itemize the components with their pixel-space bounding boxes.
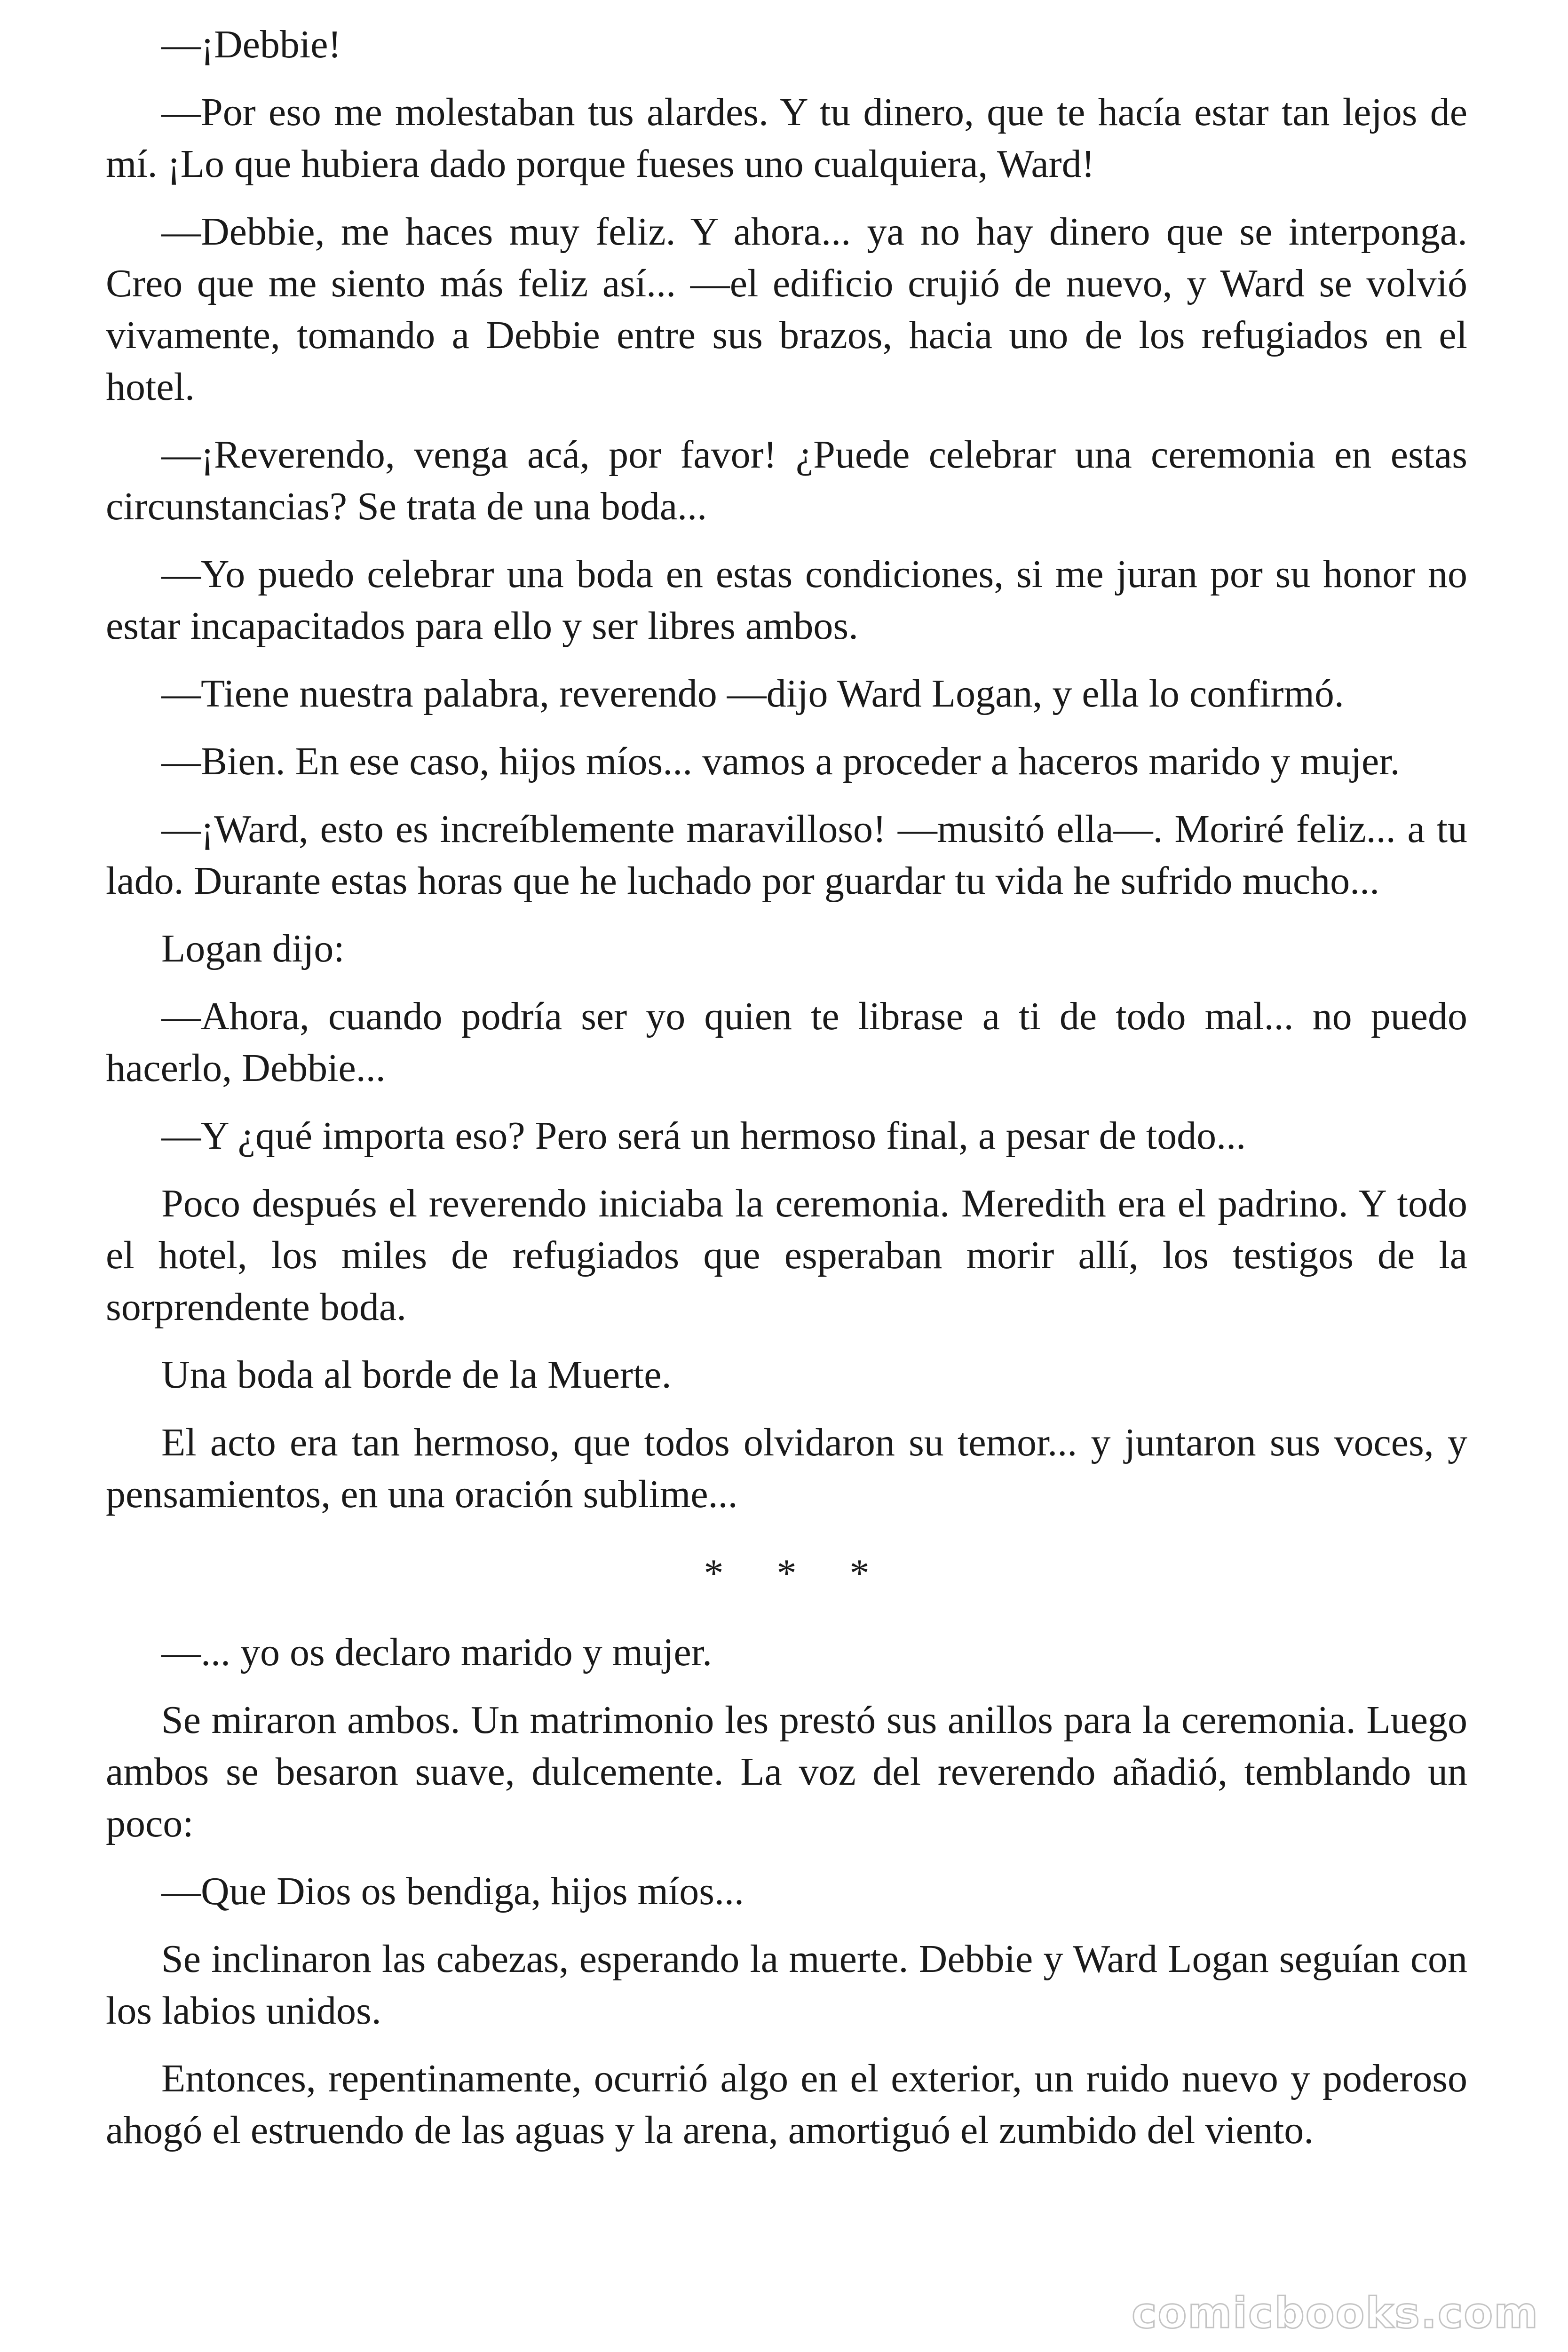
paragraph: —Y ¿qué importa eso? Pero será un hermoso final, a pesar de todo... (161, 1114, 1246, 1158)
paragraph: Se inclinaron las cabezas, esperando la muerte. Debbie y Ward Logan seguían con los labios unidos. (106, 1937, 1467, 2033)
site-watermark: comicbooks.com (1132, 2288, 1539, 2338)
page-text-body (106, 19, 1467, 2172)
paragraph: —Ahora, cuando podría ser yo quien te librase a ti de todo mal... no puedo hacerlo, Debbie... (106, 994, 1467, 1090)
paragraph: Entonces, repentinamente, ocurrió algo en el exterior, un ruido nuevo y poderoso ahogó el estruendo de las aguas y la arena, amortiguó el zumbido del viento. (106, 2057, 1467, 2152)
paragraph: —Yo puedo celebrar una boda en estas condiciones, si me juran por su honor no estar incapacitados para ello y ser libres ambos. (106, 552, 1467, 648)
paragraph: —... yo os declaro marido y mujer. (161, 1630, 713, 1674)
paragraph: Poco después el reverendo iniciaba la ceremonia. Meredith era el padrino. Y todo el hotel, los miles de refugiados que esperaban morir allí, los testigos de la sorprendente boda. (106, 1182, 1467, 1329)
paragraph: Una boda al borde de la Muerte. (161, 1353, 672, 1397)
scene-break: * * * (704, 1551, 870, 1595)
paragraph: —Debbie, me haces muy feliz. Y ahora... ya no hay dinero que se interponga. Creo que me siento más feliz así... —el edificio crujió de nuevo, y Ward se volvió vivamente, tomando a Debbie entre sus brazos, hacia uno de los refugiados en el hotel. (106, 210, 1467, 409)
paragraph: —¡Ward, esto es increíblemente maravilloso! —musitó ella—. Moriré feliz... a tu lado. Durante estas horas que he luchado por guardar tu vida he sufrido mucho... (106, 807, 1467, 903)
paragraph: —Que Dios os bendiga, hijos míos... (161, 1869, 744, 1913)
paragraph: —Tiene nuestra palabra, reverendo —dijo Ward Logan, y ella lo confirmó. (161, 672, 1344, 715)
paragraph: Logan dijo: (161, 927, 345, 970)
paragraph: —¡Reverendo, venga acá, por favor! ¿Puede celebrar una ceremonia en estas circunstancias? Se trata de una boda... (106, 433, 1467, 528)
paragraph: —Por eso me molestaban tus alardes. Y tu dinero, que te hacía estar tan lejos de mí. ¡Lo que hubiera dado porque fueses uno cualquiera, Ward! (106, 90, 1467, 186)
paragraph: El acto era tan hermoso, que todos olvidaron su temor... y juntaron sus voces, y pensamientos, en una oración sublime... (106, 1421, 1467, 1516)
paragraph: Se miraron ambos. Un matrimonio les prestó sus anillos para la ceremonia. Luego ambos se besaron suave, dulcemente. La voz del reverendo añadió, temblando un poco: (106, 1698, 1467, 1845)
paragraph: —Bien. En ese caso, hijos míos... vamos a proceder a haceros marido y mujer. (161, 739, 1400, 783)
paragraph: —¡Debbie! (161, 23, 341, 66)
